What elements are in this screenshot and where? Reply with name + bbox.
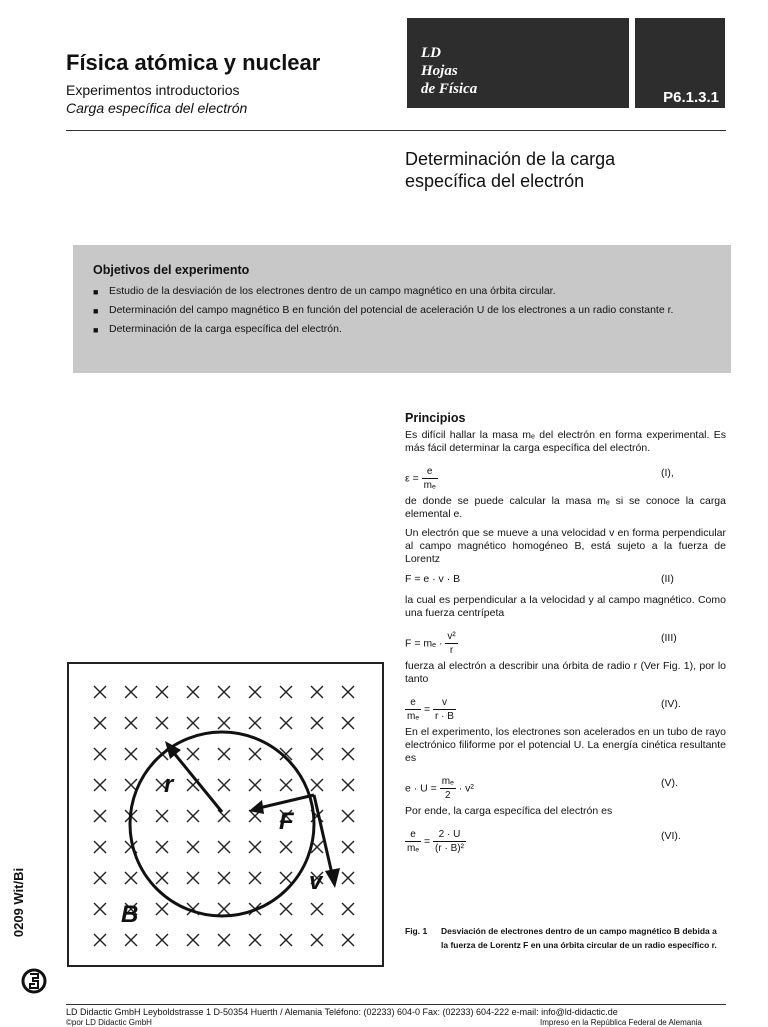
principles-paragraph: fuerza al electrón a describir una órbita de radio r (Ver Fig. 1), por lo tanto	[405, 660, 726, 685]
velocity-arrowhead-icon	[325, 868, 340, 888]
eq3-number: (III)	[661, 632, 677, 644]
label-B: B	[121, 901, 139, 928]
eq3-numerator: v²	[447, 631, 456, 642]
header-divider	[66, 130, 726, 131]
brand-text	[421, 44, 477, 98]
eq5-number: (V).	[661, 777, 678, 789]
principles-paragraph: Un electrón que se mueve a una velocidad v en forma perpendicular al campo magnético homogéneo B, está sujeto a la fuerza de Lorentz	[405, 527, 726, 565]
publisher-logo-icon	[20, 966, 48, 996]
objective-item	[91, 285, 715, 298]
objective-text: Determinación de la carga específica del electrón.	[109, 323, 342, 335]
eq5-denominator: 2	[444, 790, 451, 801]
caption-text: Desviación de electrones dentro de un campo magnético B debida a la fuerza de Lorentz F en una órbita circular de un radio específico r.	[441, 926, 717, 950]
footer-copyright: ©por LD Didactic GmbH	[66, 1018, 152, 1027]
caption-label: Fig. 1	[405, 926, 428, 936]
experiment-subtitle: Carga específica del electrón	[66, 100, 248, 116]
eq4-denominator-1: mₑ	[407, 711, 420, 722]
equals-sign: =	[423, 835, 431, 848]
side-code-text: 0209 Wit/Bi	[11, 867, 27, 938]
equation-6	[405, 824, 726, 854]
bullet-icon: ■	[93, 306, 99, 316]
objective-text: Determinación del campo magnético B en función del potencial de aceleración U de los electrones a un radio constante r.	[109, 304, 674, 316]
brand-line-2: Hojas	[421, 63, 458, 79]
equation-3	[405, 626, 726, 656]
principles-paragraph: En el experimento, los electrones son acelerados en un tubo de rayo electrónico filiforme por el potencial U. La energía cinética resultante es	[405, 726, 726, 764]
magnetic-field-diagram	[69, 664, 382, 965]
eq1-numerator: e	[422, 465, 438, 479]
bullet-icon: ■	[93, 325, 99, 335]
label-F: F	[279, 808, 294, 835]
document-title-line-1: Determinación de la carga	[405, 149, 616, 169]
equation-4	[405, 692, 726, 722]
eq3-lhs: F = mₑ ·	[405, 637, 443, 650]
velocity-arrow	[314, 795, 332, 874]
figure-1	[67, 662, 384, 967]
document-code: P6.1.3.1	[663, 89, 719, 106]
label-r: r	[164, 771, 174, 798]
eq6-denominator-1: mₑ	[407, 843, 420, 854]
eq2-number: (II)	[661, 573, 674, 585]
objective-item	[91, 323, 715, 336]
eq4-numerator-2: v	[433, 696, 456, 710]
eq1-denominator: mₑ	[423, 480, 436, 491]
principles-heading: Principios	[405, 411, 466, 425]
principles-column	[405, 412, 726, 858]
eq4-denominator-2: r · B	[435, 711, 454, 722]
principles-paragraph: la cual es perpendicular a la velocidad y al campo magnético. Como una fuerza centrípeta	[405, 594, 726, 619]
eq2-formula: F = e · v · B	[405, 573, 461, 585]
eq4-number: (IV).	[661, 698, 681, 710]
side-code	[11, 860, 44, 950]
code-box	[635, 18, 725, 108]
objective-item	[91, 304, 715, 317]
principles-paragraph: Es difícil hallar la masa mₑ del electrón en forma experimental. Es más fácil determinar la carga específica del electrón.	[405, 429, 726, 454]
objectives-box	[73, 245, 731, 373]
eq4-numerator-1: e	[405, 696, 421, 710]
force-arrow	[259, 795, 314, 808]
objective-text: Estudio de la desviación de los electrones dentro de un campo magnético en una órbita circular.	[109, 285, 556, 297]
objectives-list	[91, 285, 715, 342]
label-v: v	[309, 868, 323, 895]
eq6-denominator-2: (r · B)²	[435, 843, 464, 854]
brand-line-1: LD	[421, 45, 441, 61]
eq3-denominator: r	[449, 645, 454, 656]
bullet-icon: ■	[93, 287, 99, 297]
section-title: Física atómica y nuclear	[66, 50, 321, 75]
footer-address: LD Didactic GmbH Leyboldstrasse 1 D-50354 Huerth / Alemania Teléfono: (02233) 604-0 Fax: (02233) 604-222 e-mail: info@ld-didactic.de	[66, 1007, 618, 1017]
objectives-heading: Objetivos del experimento	[93, 263, 250, 277]
eq5-rhs: · v²	[458, 782, 474, 795]
eq6-numerator-2: 2 · U	[433, 828, 466, 842]
document-title	[405, 148, 725, 192]
eq1-lhs: ε =	[405, 472, 419, 485]
section-subtitle: Experimentos introductorios	[66, 82, 240, 98]
eq6-number: (VI).	[661, 830, 681, 842]
principles-paragraph: Por ende, la carga específica del electrón es	[405, 805, 613, 817]
footer-printed: Impreso en la República Federal de Alemania	[540, 1018, 702, 1027]
equation-2	[405, 572, 726, 590]
brand-line-3: de Física	[421, 81, 478, 97]
eq6-numerator-1: e	[405, 828, 421, 842]
equation-1	[405, 461, 726, 491]
equals-sign: =	[423, 703, 431, 716]
eq5-numerator: mₑ	[441, 776, 454, 787]
principles-paragraph: de donde se puede calcular la masa mₑ si se conoce la carga elemental e.	[405, 495, 726, 520]
footer-divider	[66, 1004, 726, 1005]
document-title-line-2: específica del electrón	[405, 171, 585, 191]
eq5-lhs: e · U =	[405, 782, 437, 795]
eq1-number: (I),	[661, 467, 674, 479]
brand-box	[407, 18, 629, 108]
equation-5	[405, 771, 726, 801]
